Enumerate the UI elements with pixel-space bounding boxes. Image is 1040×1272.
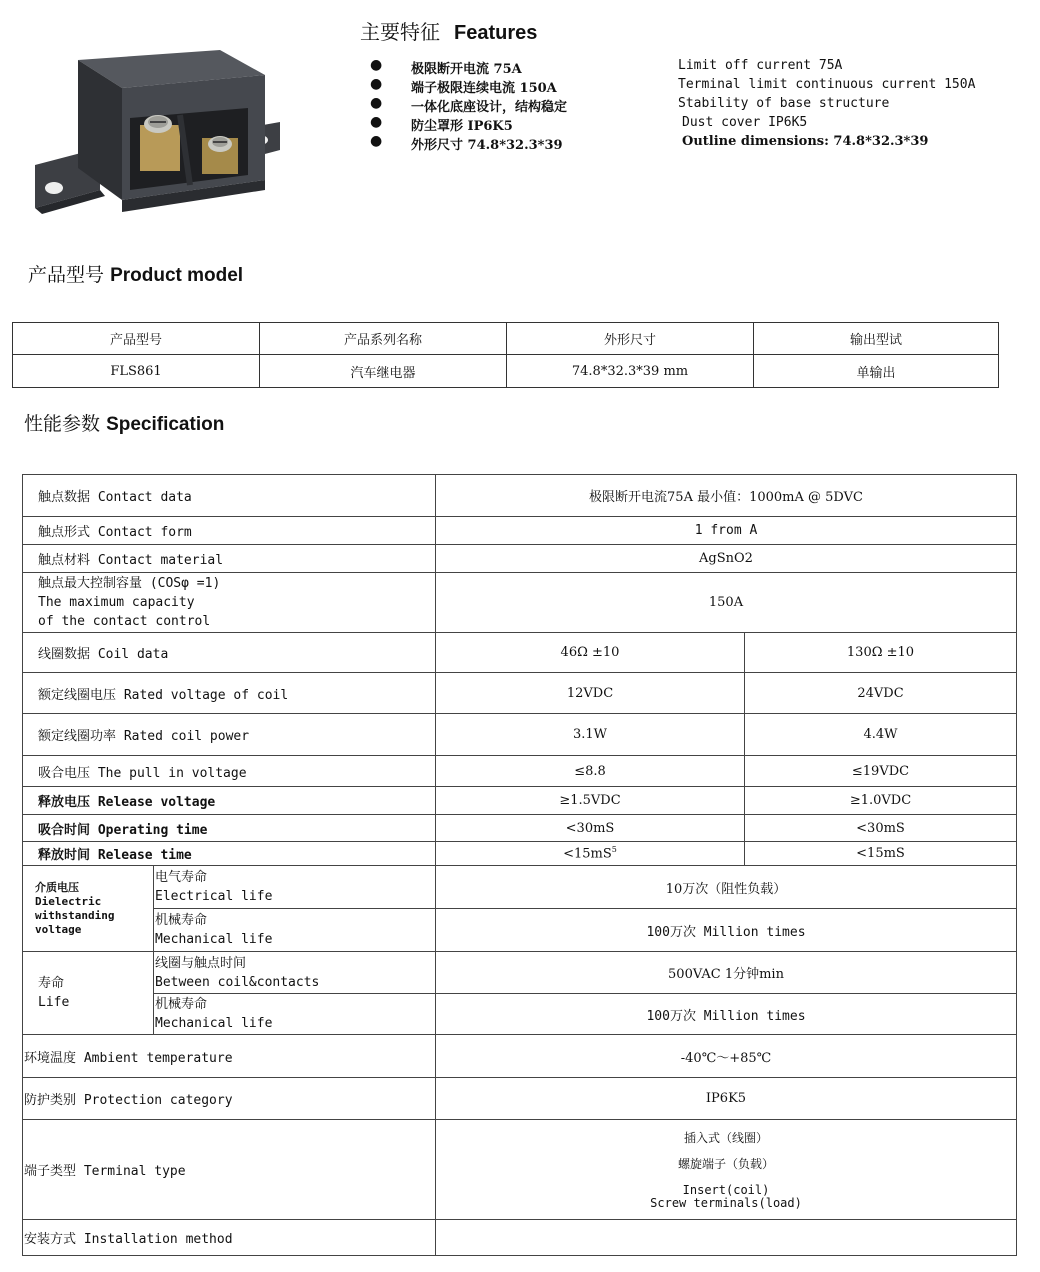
spec-row-coil-data [23, 633, 1017, 673]
feature-en: Dust cover IP6K5 [682, 115, 808, 130]
spec-row-max-capacity [23, 573, 1017, 633]
table-header-cell: 输出型试 [754, 323, 999, 355]
spec-value: 10万次（阻性负载） [436, 866, 1017, 909]
bullet-icon: ● [370, 57, 383, 73]
sublabel-en: Mechanical life [155, 932, 273, 947]
sublabel-zh: 线圈与触点时间 [155, 955, 247, 971]
spec-label: 吸合电压 The pull in voltage [23, 756, 436, 787]
sublabel-zh: 机械寿命 [155, 913, 208, 928]
spec-row-contact-data [23, 475, 1017, 517]
group-label-line: Dielectric [35, 894, 102, 908]
feature-item [370, 77, 1010, 96]
sublabel-zh: 电气寿命 [155, 870, 208, 885]
spec-value-sup: 5 [611, 845, 617, 855]
spec-sublabel [154, 909, 436, 952]
spec-value-12v: <30mS [436, 815, 745, 842]
spec-row-rated-power [23, 714, 1017, 756]
terminal-line: 插入式（线圈） [683, 1131, 768, 1145]
sublabel-zh: 机械寿命 [155, 997, 208, 1012]
spec-value-24v: ≥1.0VDC [745, 787, 1017, 815]
spec-label-line: The maximum capacity [38, 595, 195, 610]
table-header-row [13, 323, 999, 355]
spec-label: 触点数据 Contact data [23, 475, 436, 517]
spec-sublabel [154, 994, 436, 1035]
spec-label-line: 触点最大控制容量 (COSφ =1) [38, 576, 221, 591]
spec-value: 100万次 Million times [436, 994, 1017, 1035]
relay-product-image [30, 40, 300, 225]
feature-en: Terminal limit continuous current 150A [678, 77, 976, 92]
spec-value-24v: 130Ω ±10 [745, 633, 1017, 673]
spec-label: 额定线圈电压 Rated voltage of coil [23, 673, 436, 714]
spec-label: 防护类别 Protection category [23, 1078, 436, 1120]
product-model-heading [28, 260, 243, 287]
spec-sublabel [154, 866, 436, 909]
product-model-table [12, 322, 999, 388]
specification-heading-zh: 性能参数 [24, 413, 101, 435]
feature-zh: 防尘罩形 IP6K5 [411, 119, 513, 134]
group-label-line: 介质电压 [35, 880, 79, 894]
specification-heading-en: Specification [106, 414, 225, 435]
spec-value-12v: ≥1.5VDC [436, 787, 745, 815]
group-label-line: 寿命 [38, 976, 65, 991]
specification-heading [24, 409, 224, 436]
feature-item [370, 134, 1010, 153]
life-group-label [23, 952, 154, 1035]
spec-row-contact-material [23, 545, 1017, 573]
table-cell-output: 单输出 [754, 355, 999, 388]
terminal-line: Screw terminals(load) [650, 1196, 802, 1210]
spec-row-rated-voltage [23, 673, 1017, 714]
spec-row-operating-time [23, 815, 1017, 842]
group-label-line: voltage [35, 922, 82, 936]
table-cell-model: FLS861 [13, 355, 260, 388]
spec-value-24v: <15mS [745, 842, 1017, 866]
spec-label: 额定线圈功率 Rated coil power [23, 714, 436, 756]
sublabel-en: Between coil&contacts [155, 974, 320, 990]
feature-zh: 一体化底座设计，结构稳定 [411, 100, 568, 115]
dielectric-group-label [23, 866, 154, 952]
spec-label: 释放电压 Release voltage [23, 787, 436, 815]
feature-en: Outline dimensions: 74.8*32.3*39 [682, 134, 929, 149]
spec-value: IP6K5 [436, 1078, 1017, 1120]
bullet-icon: ● [370, 76, 383, 92]
spec-sublabel [154, 952, 436, 994]
table-row [13, 355, 999, 388]
spec-value-12v: 46Ω ±10 [436, 633, 745, 673]
spec-label: 触点形式 Contact form [23, 517, 436, 545]
spec-row-pull-in [23, 756, 1017, 787]
spec-value-24v: ≤19VDC [745, 756, 1017, 787]
terminal-line: Insert(coil) [682, 1183, 770, 1197]
feature-en: Limit off current 75A [678, 58, 843, 73]
spec-value: -40℃～+85℃ [436, 1035, 1017, 1078]
spec-label: 吸合时间 Operating time [23, 815, 436, 842]
spec-value [436, 1220, 1017, 1256]
spec-value: 100万次 Million times [436, 909, 1017, 952]
spec-value-24v: <30mS [745, 815, 1017, 842]
spec-value: AgSnO2 [436, 545, 1017, 573]
table-cell-dimensions: 74.8*32.3*39 mm [507, 355, 754, 388]
spec-row-terminal [23, 1120, 1017, 1220]
spec-row-contact-form [23, 517, 1017, 545]
group-label-line: withstanding [35, 908, 115, 922]
spec-row-mechanical-life [23, 909, 1017, 952]
features-heading [360, 16, 537, 45]
feature-item [370, 58, 1010, 77]
features-heading-en: Features [454, 22, 538, 44]
spec-value: 1 from A [436, 517, 1017, 545]
spec-value-12v: ≤8.8 [436, 756, 745, 787]
product-model-heading-en: Product model [110, 265, 244, 286]
spec-row-release-time [23, 842, 1017, 866]
spec-label [23, 573, 436, 633]
bullet-icon: ● [370, 133, 383, 149]
feature-item [370, 115, 1010, 134]
spec-value [436, 1120, 1017, 1220]
spec-row-installation [23, 1220, 1017, 1256]
spec-row-protection [23, 1078, 1017, 1120]
sublabel-en: Mechanical life [155, 1016, 273, 1031]
product-model-heading-zh: 产品型号 [28, 264, 105, 286]
features-heading-zh: 主要特征 [360, 20, 440, 44]
spec-value-12v [436, 842, 745, 866]
group-label-line: Life [38, 995, 70, 1010]
table-header-cell: 产品型号 [13, 323, 260, 355]
spec-value: 极限断开电流75A 最小值：1000mA @ 5DVC [436, 475, 1017, 517]
table-header-cell: 外形尺寸 [507, 323, 754, 355]
feature-zh: 外形尺寸 74.8*32.3*39 [411, 138, 563, 153]
spec-label: 端子类型 Terminal type [23, 1120, 436, 1220]
spec-label: 安装方式 Installation method [23, 1220, 436, 1256]
spec-value: 150A [436, 573, 1017, 633]
spec-row-electrical-life [23, 866, 1017, 909]
spec-value-24v: 24VDC [745, 673, 1017, 714]
feature-item [370, 96, 1010, 115]
spec-label: 线圈数据 Coil data [23, 633, 436, 673]
spec-row-between-coil-contacts [23, 952, 1017, 994]
spec-label: 释放时间 Release time [23, 842, 436, 866]
spec-label: 环境温度 Ambient temperature [23, 1035, 436, 1078]
spec-label: 触点材料 Contact material [23, 545, 436, 573]
specification-table [22, 474, 1017, 1256]
spec-value-text: <15mS [563, 846, 612, 862]
features-list [370, 58, 1010, 153]
spec-row-release-voltage [23, 787, 1017, 815]
spec-value-24v: 4.4W [745, 714, 1017, 756]
terminal-line: 螺旋端子（负载） [677, 1157, 774, 1171]
spec-value-12v: 3.1W [436, 714, 745, 756]
spec-label-line: of the contact control [38, 614, 211, 629]
feature-zh: 极限断开电流 75A [411, 62, 522, 77]
bullet-icon: ● [370, 95, 383, 111]
feature-en: Stability of base structure [678, 96, 890, 111]
feature-zh: 端子极限连续电流 150A [411, 81, 557, 96]
sublabel-en: Electrical life [155, 889, 273, 904]
spec-value-12v: 12VDC [436, 673, 745, 714]
bullet-icon: ● [370, 114, 383, 130]
table-cell-series: 汽车继电器 [260, 355, 507, 388]
table-header-cell: 产品系列名称 [260, 323, 507, 355]
spec-value: 500VAC 1分钟min [436, 952, 1017, 994]
spec-row-life-mechanical [23, 994, 1017, 1035]
spec-row-ambient [23, 1035, 1017, 1078]
